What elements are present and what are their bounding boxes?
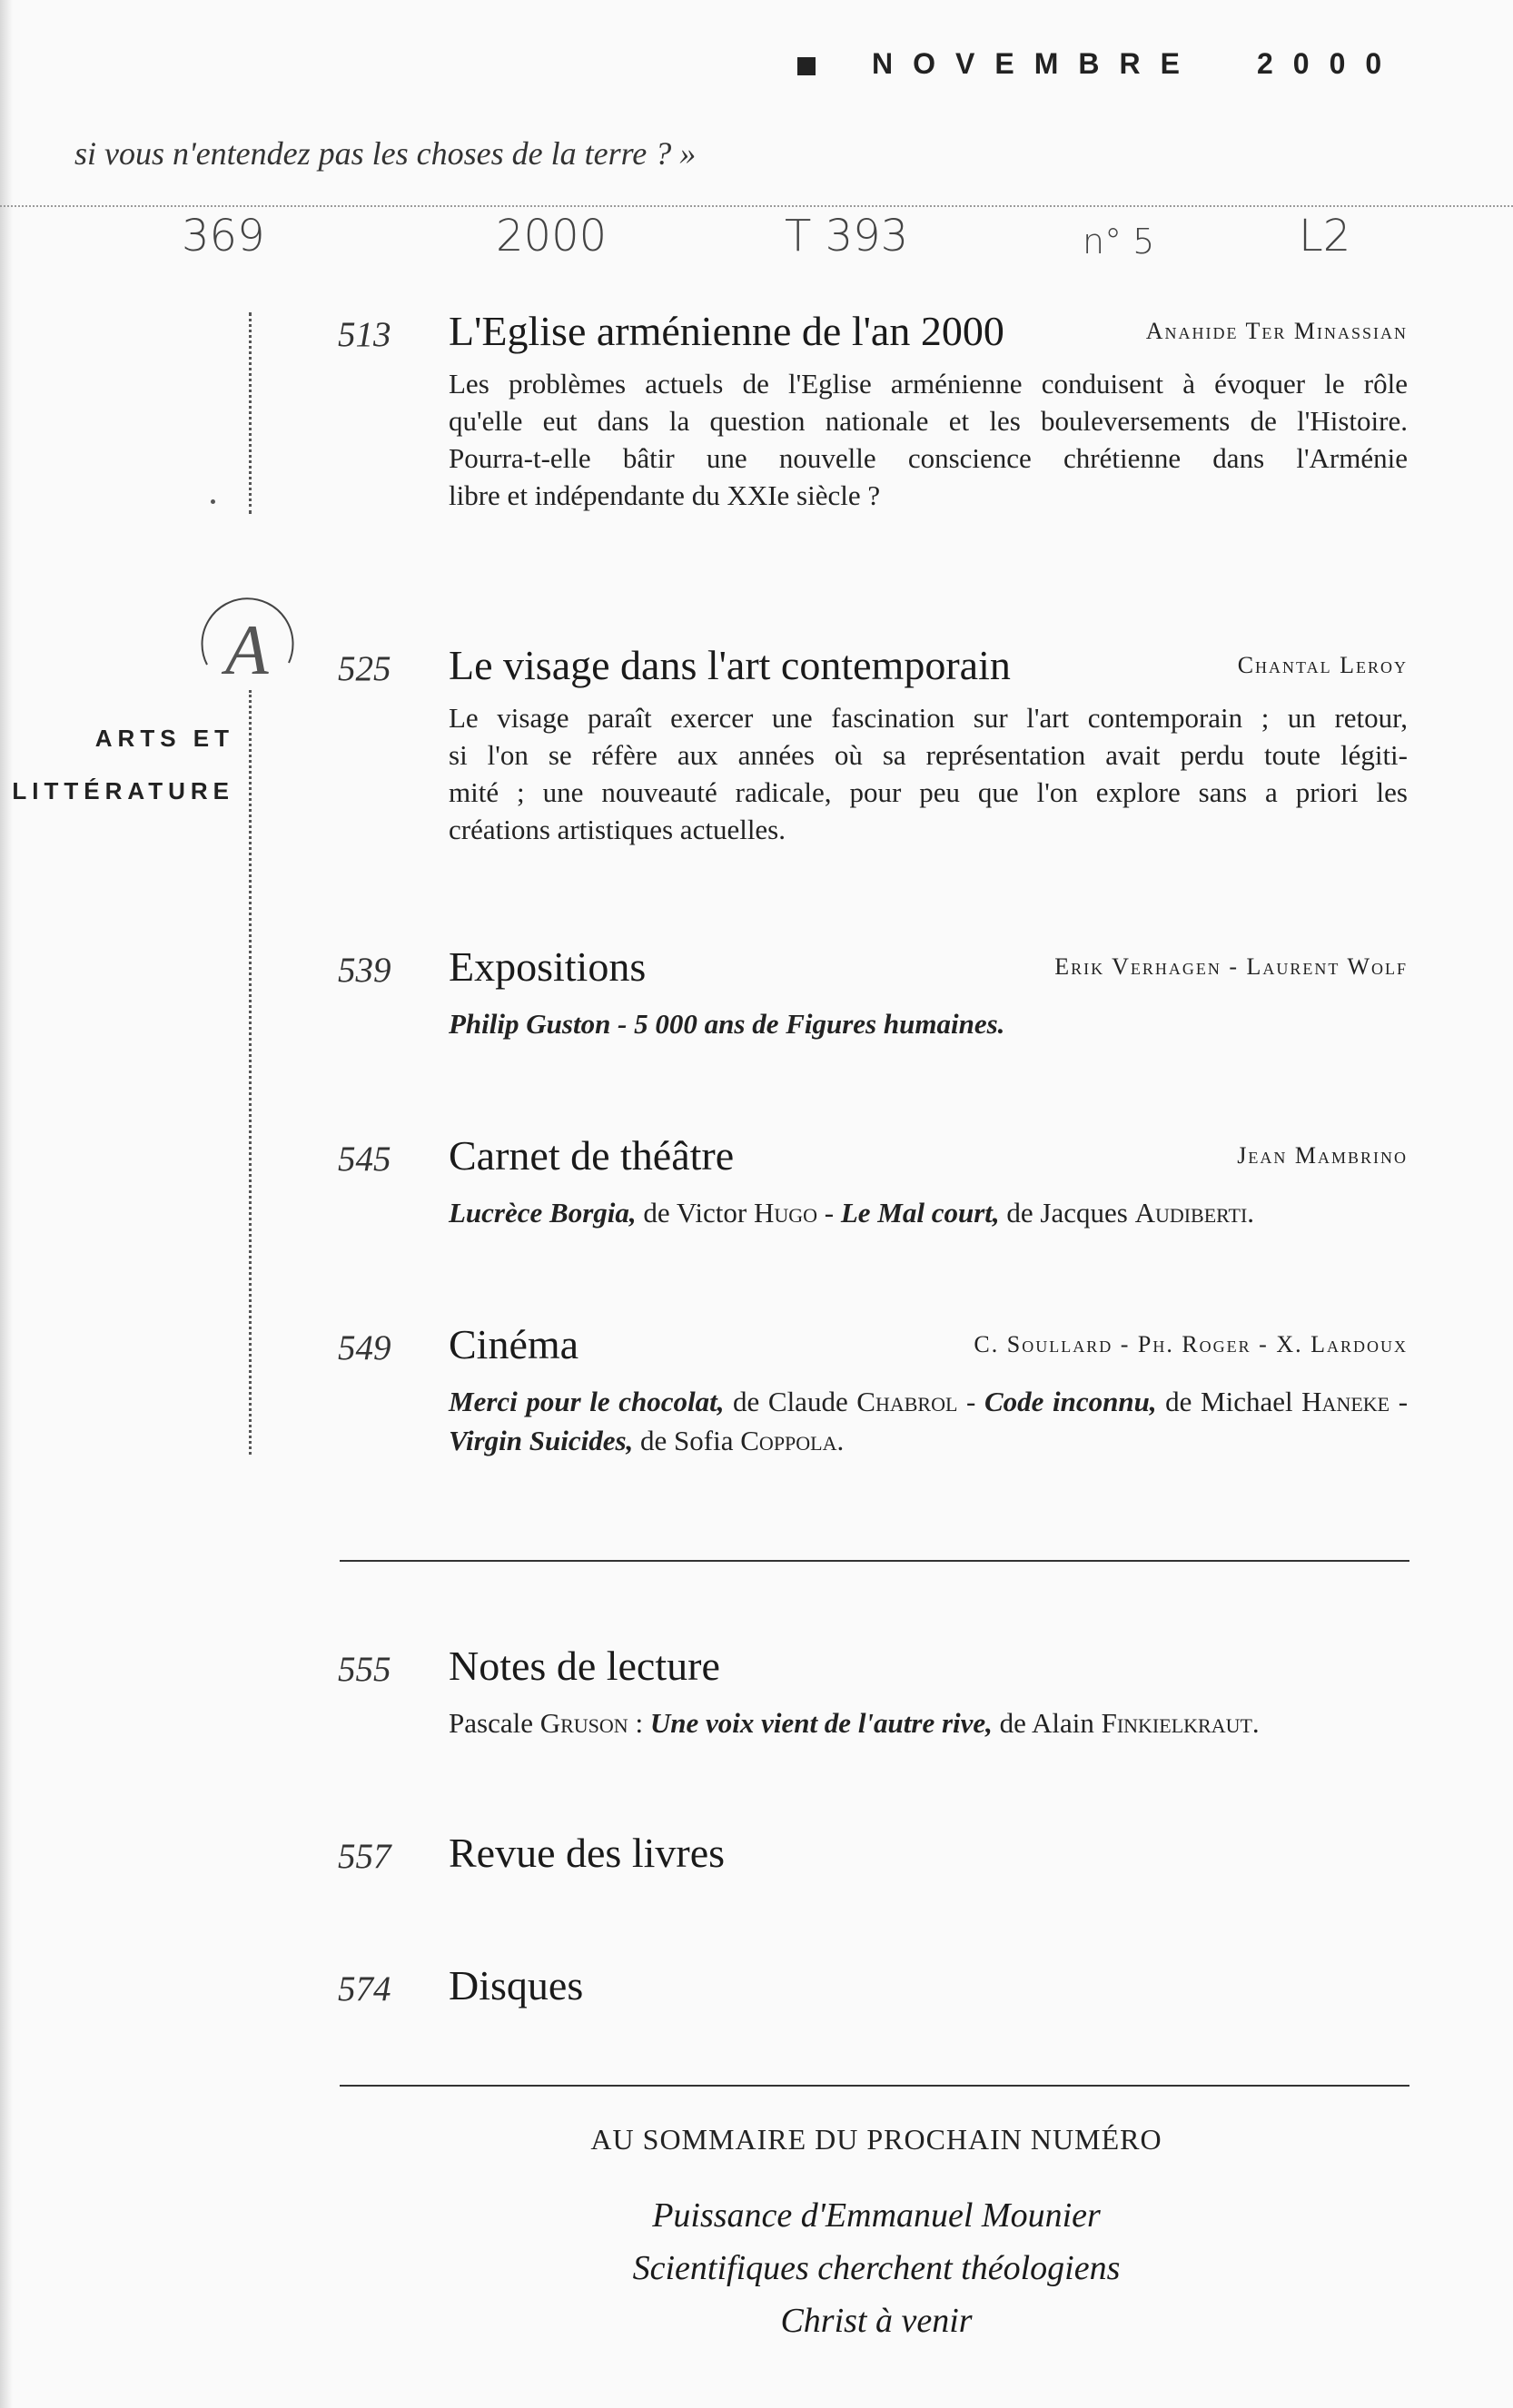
entry-subtitle: Philip Guston - 5 000 ans de Figures humaines. [449,1008,1005,1040]
horizontal-rule [340,1560,1409,1562]
section-logo-letter: A [225,610,269,689]
entry-subtitle: Merci pour le chocolat, de Claude Chabrol - Code inconnu, de Michael Haneke - Virgin Suicides, de Sofia Coppola. [449,1386,1409,1456]
next-issue-item: Scientifiques cherchent théologiens [632,2249,1121,2287]
sidebar-dotted-line-section [249,690,252,1455]
header-year: 2000 [1257,47,1402,80]
entry-title: Cinéma [449,1321,579,1367]
sidebar-dot [211,499,215,504]
section-label-line2: LITTÉRATURE [12,777,234,804]
entry-author: C. Soullard - Ph. Roger - X. Lardoux [974,1331,1408,1357]
entry-title: L'Eglise arménienne de l'an 2000 [449,308,1004,354]
handwritten-note-4: n° 5 [1083,222,1155,262]
entry-title: Carnet de théâtre [449,1132,735,1179]
header-square-bullet [797,57,816,75]
entry-title: Le visage dans l'art contemporain [449,642,1011,688]
quote-line: si vous n'entendez pas les choses de la terre ? » [74,135,697,172]
entry-description: Le visage paraît exercer une fascination sur l'art contemporain ; un retour, si l'on se réfère aux années où sa représentation avait perdu toute légiti- mité ; une nouveauté radicale, pour peu que l'on explore sans a priori les créations artistiques actuelles. [449,702,1408,845]
entry-title: Revue des livres [449,1830,726,1876]
entry-title: Expositions [449,943,647,990]
page-edge-shadow [0,0,13,2408]
next-issue-item: Christ à venir [780,2302,973,2340]
section-a-logo-icon [189,592,305,699]
entry-page-number: 545 [338,1140,391,1179]
entry-title: Disques [449,1962,584,2008]
handwritten-note-2: 2000 [496,211,608,262]
entry-page-number: 557 [338,1837,391,1876]
next-issue-item: Puissance d'Emmanuel Mounier [652,2196,1101,2235]
section-label-line1: ARTS ET [94,725,234,752]
next-issue-heading: AU SOMMAIRE DU PROCHAIN NUMÉRO [590,2123,1162,2156]
entry-page-number: 539 [338,951,391,990]
entry-author: Erik Verhagen - Laurent Wolf [1054,953,1408,980]
entry-page-number: 549 [338,1328,391,1367]
entry-subtitle: Lucrèce Borgia, de Victor Hugo - Le Mal court, de Jacques Audiberti. [449,1197,1255,1229]
entry-page-number: 525 [338,649,391,688]
entry-description: Les problèmes actuels de l'Eglise arménienne conduisent à évoquer le rôle qu'elle eut dans la question nationale et les bouleversements de l'Histoire. Pourra-t-elle bâtir une nouvelle conscience chrétienne dans l'Arménie libre et indépendante du XXIe siècle ? [449,368,1408,511]
entry-author: Jean Mambrino [1237,1142,1408,1169]
dotted-divider [0,205,1513,207]
sidebar-dotted-line-top [249,312,252,514]
entry-page-number: 574 [338,1969,391,2008]
handwritten-note-5: L2 [1299,211,1351,262]
entry-page-number: 513 [338,315,391,354]
handwritten-note-1: 369 [182,211,265,262]
header-month: NOVEMBRE [872,47,1200,80]
handwritten-note-3: T 393 [785,211,909,262]
entry-page-number: 555 [338,1650,391,1689]
entry-author: Anahide Ter Minassian [1145,318,1408,344]
entry-author: Chantal Leroy [1237,652,1408,678]
entry-title: Notes de lecture [449,1643,720,1689]
entry-subtitle: Pascale Gruson : Une voix vient de l'autre rive, de Alain Finkielkraut. [449,1707,1260,1739]
horizontal-rule [340,2085,1409,2087]
